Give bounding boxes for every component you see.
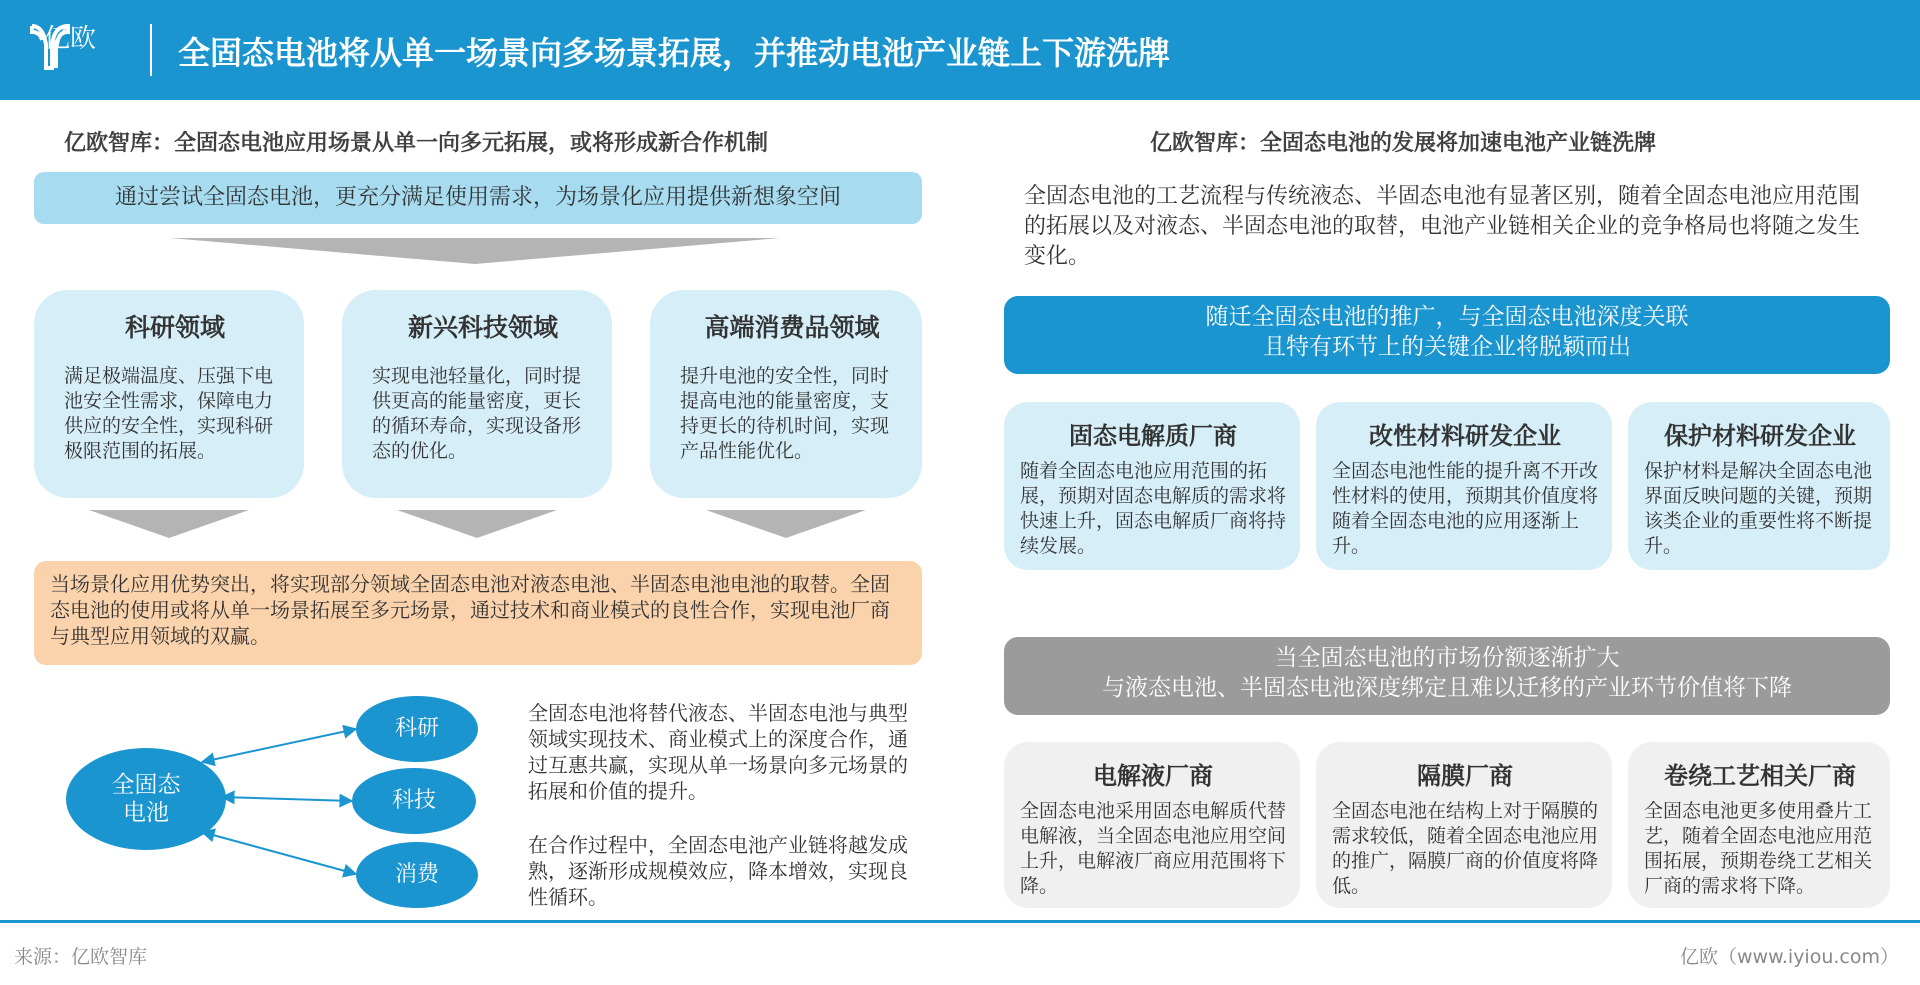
rise-banner-line1: 随迁全固态电池的推广，与全固态电池深度关联 bbox=[1205, 304, 1689, 330]
domain-card-text: 满足极端温度、压强下电池安全性需求，保障电力供应的安全性，实现科研极限范围的拓展。 bbox=[64, 365, 274, 462]
fall-banner bbox=[1004, 637, 1890, 715]
domain-card-title: 科研领域 bbox=[124, 313, 225, 342]
fall-card-text: 全固态电池在结构上对于隔膜的需求较低，随着全固态电池应用的推广，隔膜厂商的价值度将降低。 bbox=[1332, 800, 1599, 897]
node-consumer: 消费 bbox=[356, 842, 478, 908]
fall-card-winding bbox=[1628, 742, 1890, 908]
rise-card-modified-materials bbox=[1316, 402, 1612, 570]
domain-card-title: 新兴科技领域 bbox=[407, 313, 558, 342]
fall-card-separator bbox=[1316, 742, 1612, 908]
domain-card-text: 提升电池的安全性，同时提高电池的能量密度，支持更长的待机时间，实现产品性能优化。 bbox=[680, 365, 890, 462]
fall-card-title: 电解液厂商 bbox=[1093, 762, 1213, 790]
fall-banner-line1: 当全固态电池的市场份额逐渐扩大 bbox=[1274, 645, 1620, 671]
down-arrow-3 bbox=[706, 510, 866, 538]
footer-divider bbox=[0, 920, 1920, 923]
maturity-paragraph: 在合作过程中，全固态电池产业链将越发成熟，逐渐形成规模效应，降本增效，实现良性循环。 bbox=[528, 833, 908, 909]
fall-card-title: 隔膜厂商 bbox=[1417, 762, 1513, 790]
right-intro-text: 全固态电池的工艺流程与传统液态、半固态电池有显著区别，随着全固态电池应用范围的拓展以及对液态、半固态电池的取替，电池产业链相关企业的竞争格局也将随之发生变化。 bbox=[1024, 184, 1861, 269]
rise-banner-line2: 且特有环节上的关键企业将脱颖而出 bbox=[1263, 334, 1631, 360]
page-title: 全固态电池将从单一场景向多场景拓展，并推动电池产业链上下游洗牌 bbox=[178, 34, 1171, 72]
center-node-solid-state-battery: 全固态 电池 bbox=[66, 748, 226, 850]
rise-card-text: 随着全固态电池应用范围的拓展，预期对固态电解质的需求将快速上升，固态电解质厂商将持续发展。 bbox=[1020, 460, 1287, 557]
right-section-title: 亿欧智库：全固态电池的发展将加速电池产业链洗牌 bbox=[1150, 131, 1657, 156]
rise-banner bbox=[1004, 296, 1890, 374]
down-arrow-2 bbox=[397, 510, 557, 538]
footer-source: 来源：亿欧智库 bbox=[14, 946, 148, 968]
fall-card-text: 全固态电池采用固态电解质代替电解液，当全固态电池应用空间上升，电解液厂商应用范围将下降。 bbox=[1020, 800, 1287, 897]
header-divider bbox=[150, 24, 152, 76]
down-arrow-1 bbox=[89, 510, 249, 538]
domain-card-research bbox=[34, 290, 304, 498]
logo-text: 亿欧 bbox=[44, 24, 97, 54]
footer-site-link[interactable]: 亿欧（www.iyiou.com） bbox=[1680, 946, 1900, 968]
rise-card-protective-materials bbox=[1628, 402, 1890, 570]
rise-card-text: 全固态电池性能的提升离不开改性材料的使用，预期其价值度将随着全固态电池的应用逐渐上升。 bbox=[1332, 460, 1599, 557]
domain-card-consumer bbox=[650, 290, 922, 498]
left-banner: 通过尝试全固态电池，更充分满足使用需求，为场景化应用提供新想象空间 bbox=[34, 172, 922, 224]
fall-banner-line2: 与液态电池、半固态电池深度绑定且难以迁移的产业环节价值将下降 bbox=[1102, 675, 1792, 701]
domain-card-title: 高端消费品领域 bbox=[704, 313, 880, 342]
cooperation-paragraph: 全固态电池将替代液态、半固态电池与典型领域实现技术、商业模式上的深度合作，通过互惠共赢，实现从单一场景向多元场景的拓展和价值的提升。 bbox=[528, 701, 908, 803]
funnel-triangle bbox=[170, 238, 780, 264]
fall-card-electrolyte-liquid bbox=[1004, 742, 1300, 908]
rise-card-title: 固态电解质厂商 bbox=[1069, 422, 1237, 450]
node-research: 科研 bbox=[356, 696, 478, 762]
domain-card-text: 实现电池轻量化，同时提供更高的能量密度，更长的循环寿命，实现设备形态的优化。 bbox=[372, 365, 582, 462]
rise-card-text: 保护材料是解决全固态电池界面反映问题的关键，预期该类企业的重要性将不断提升。 bbox=[1644, 460, 1873, 557]
fall-card-title: 卷绕工艺相关厂商 bbox=[1664, 762, 1856, 790]
node-technology: 科技 bbox=[352, 768, 476, 834]
domain-card-emerging-tech bbox=[342, 290, 612, 498]
rise-card-title: 改性材料研发企业 bbox=[1369, 422, 1561, 450]
left-section-title: 亿欧智库：全固态电池应用场景从单一向多元拓展，或将形成新合作机制 bbox=[64, 131, 769, 156]
summary-box: 当场景化应用优势突出，将实现部分领域全固态电池对液态电池、半固态电池电池的取替。全固态电池的使用或将从单一场景拓展至多元场景，通过技术和商业模式的良性合作，实现电池厂商与典型应用领域的双赢。 bbox=[34, 561, 922, 665]
rise-card-electrolyte bbox=[1004, 402, 1300, 570]
fall-card-text: 全固态电池更多使用叠片工艺，随着全固态电池应用范围拓展，预期卷绕工艺相关厂商的需求将下降。 bbox=[1644, 800, 1873, 897]
rise-card-title: 保护材料研发企业 bbox=[1664, 422, 1856, 450]
